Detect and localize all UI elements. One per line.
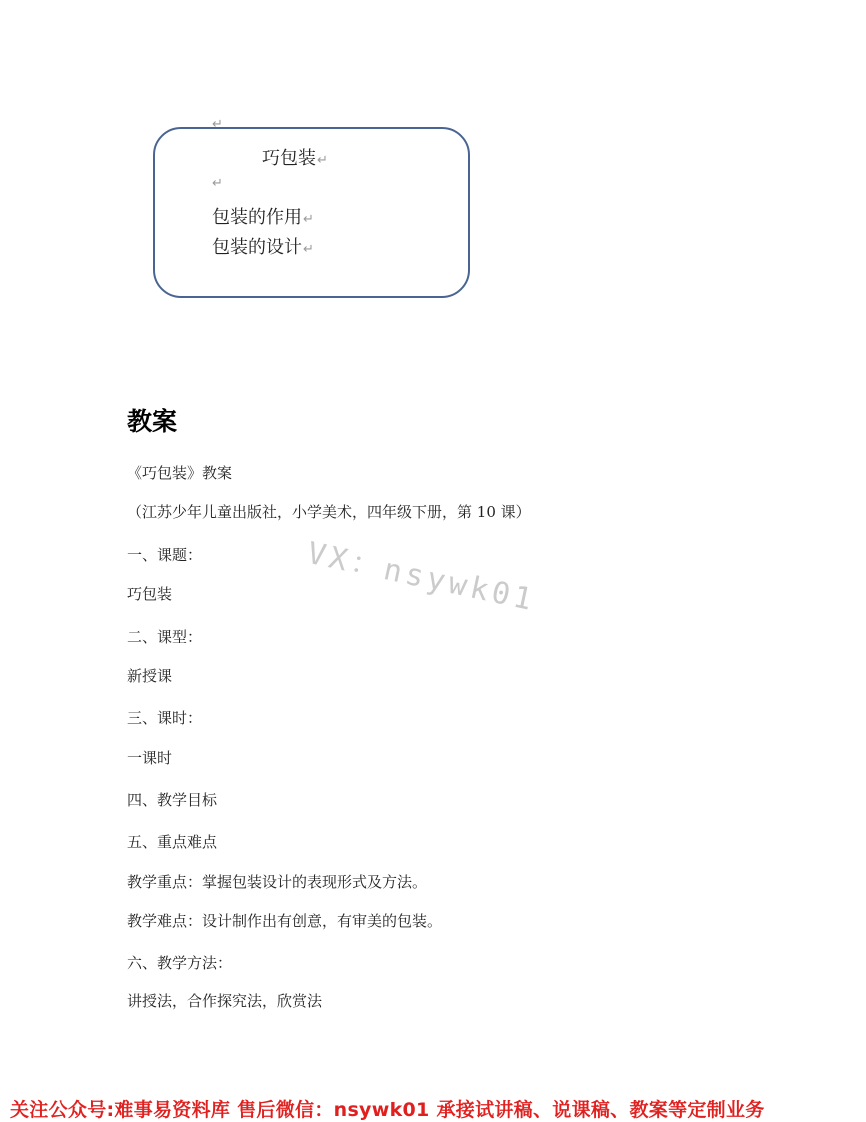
paragraph-mark: ↵ (212, 117, 223, 132)
lesson-title: 《巧包装》教案 (127, 464, 233, 482)
methods-label: 六、教学方法： (127, 954, 233, 972)
objectives-label: 四、教学目标 (127, 791, 218, 809)
difficult-point: 教学难点：设计制作出有创意，有审美的包装。 (127, 912, 443, 930)
paragraph-mark: ↵ (212, 176, 223, 191)
box-item (212, 203, 314, 229)
box-title-text: 巧包装 (262, 148, 316, 169)
box-item-text: 包装的设计 (212, 237, 302, 258)
box-item-text: 包装的作用 (212, 207, 302, 228)
box-title (262, 144, 328, 170)
hours-value: 一课时 (127, 749, 173, 767)
paragraph-mark: ↵ (303, 212, 314, 227)
watermark: VX：nsywk01 (304, 535, 539, 619)
key-points-label: 五、重点难点 (127, 833, 218, 851)
methods-value: 讲授法，合作探究法，欣赏法 (127, 992, 323, 1010)
footer-banner: 关注公众号:难事易资料库 售后微信：nsywk01 承接试讲稿、说课稿、教案等定制业务 (10, 1099, 765, 1121)
section-heading: 教案 (127, 407, 178, 436)
type-value: 新授课 (127, 667, 173, 685)
paragraph-mark: ↵ (317, 153, 328, 168)
topic-value: 巧包装 (127, 585, 173, 603)
topic-label: 一、课题： (127, 546, 203, 564)
key-point: 教学重点：掌握包装设计的表现形式及方法。 (127, 873, 428, 891)
paragraph-mark: ↵ (303, 242, 314, 257)
box-item (212, 233, 314, 259)
hours-label: 三、课时： (127, 709, 203, 727)
type-label: 二、课型： (127, 628, 203, 646)
source-line: （江苏少年儿童出版社，小学美术，四年级下册，第 10 课） (127, 503, 531, 521)
